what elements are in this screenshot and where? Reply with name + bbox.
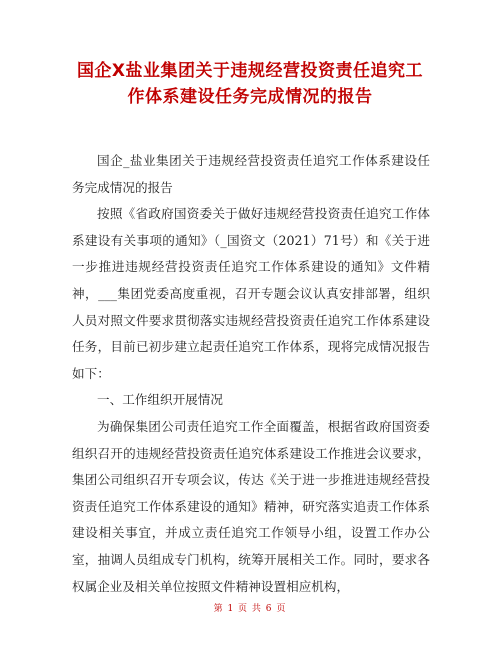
paragraph-intro: 按照《省政府国资委关于做好违规经营投资责任追究工作体系建设有关事项的通知》（_国资文（2021）71号）和《关于进一步推进违规经营投资责任追究工作体系建设的通知》文件精神，___集团党委高度重视，召开专题会议认真安排部署，组织人员对照文件要求贯彻落实违规经营投资责任追究工作体系建设任务，目前已初步建立起责任追究工作体系，现将完成情况报告如下： — [72, 206, 430, 381]
page-number-footer: 第 1 页 共 6 页 — [213, 604, 287, 614]
document-body — [72, 148, 430, 600]
document-title — [0, 58, 500, 110]
title-line-1: 国企X盐业集团关于违规经营投资责任追究工 — [76, 61, 424, 81]
paragraph-section-1: 为确保集团公司责任追究工作全面覆盖，根据省政府国资委组织召开的违规经营投资责任追究体系建设工作推进会议要求，集团公司组织召开专项会议，传达《关于进一步推进违规经营投资责任追究工作体系建设的通知》精神，研究落实追责工作体系建设相关事宜，并成立责任追究工作领导小组，设置工作办公室，抽调人员组成专门机构，统筹开展相关工作。同时，要求各权属企业及相关单位按照文件精神设置相应机构， — [72, 418, 430, 594]
paragraph-heading-repeat: 国企_盐业集团关于违规经营投资责任追究工作体系建设任务完成情况的报告 — [72, 153, 430, 195]
section-heading: 一、工作组织开展情况 — [97, 392, 223, 408]
title-line-2: 作体系建设任务完成情况的报告 — [127, 87, 373, 107]
